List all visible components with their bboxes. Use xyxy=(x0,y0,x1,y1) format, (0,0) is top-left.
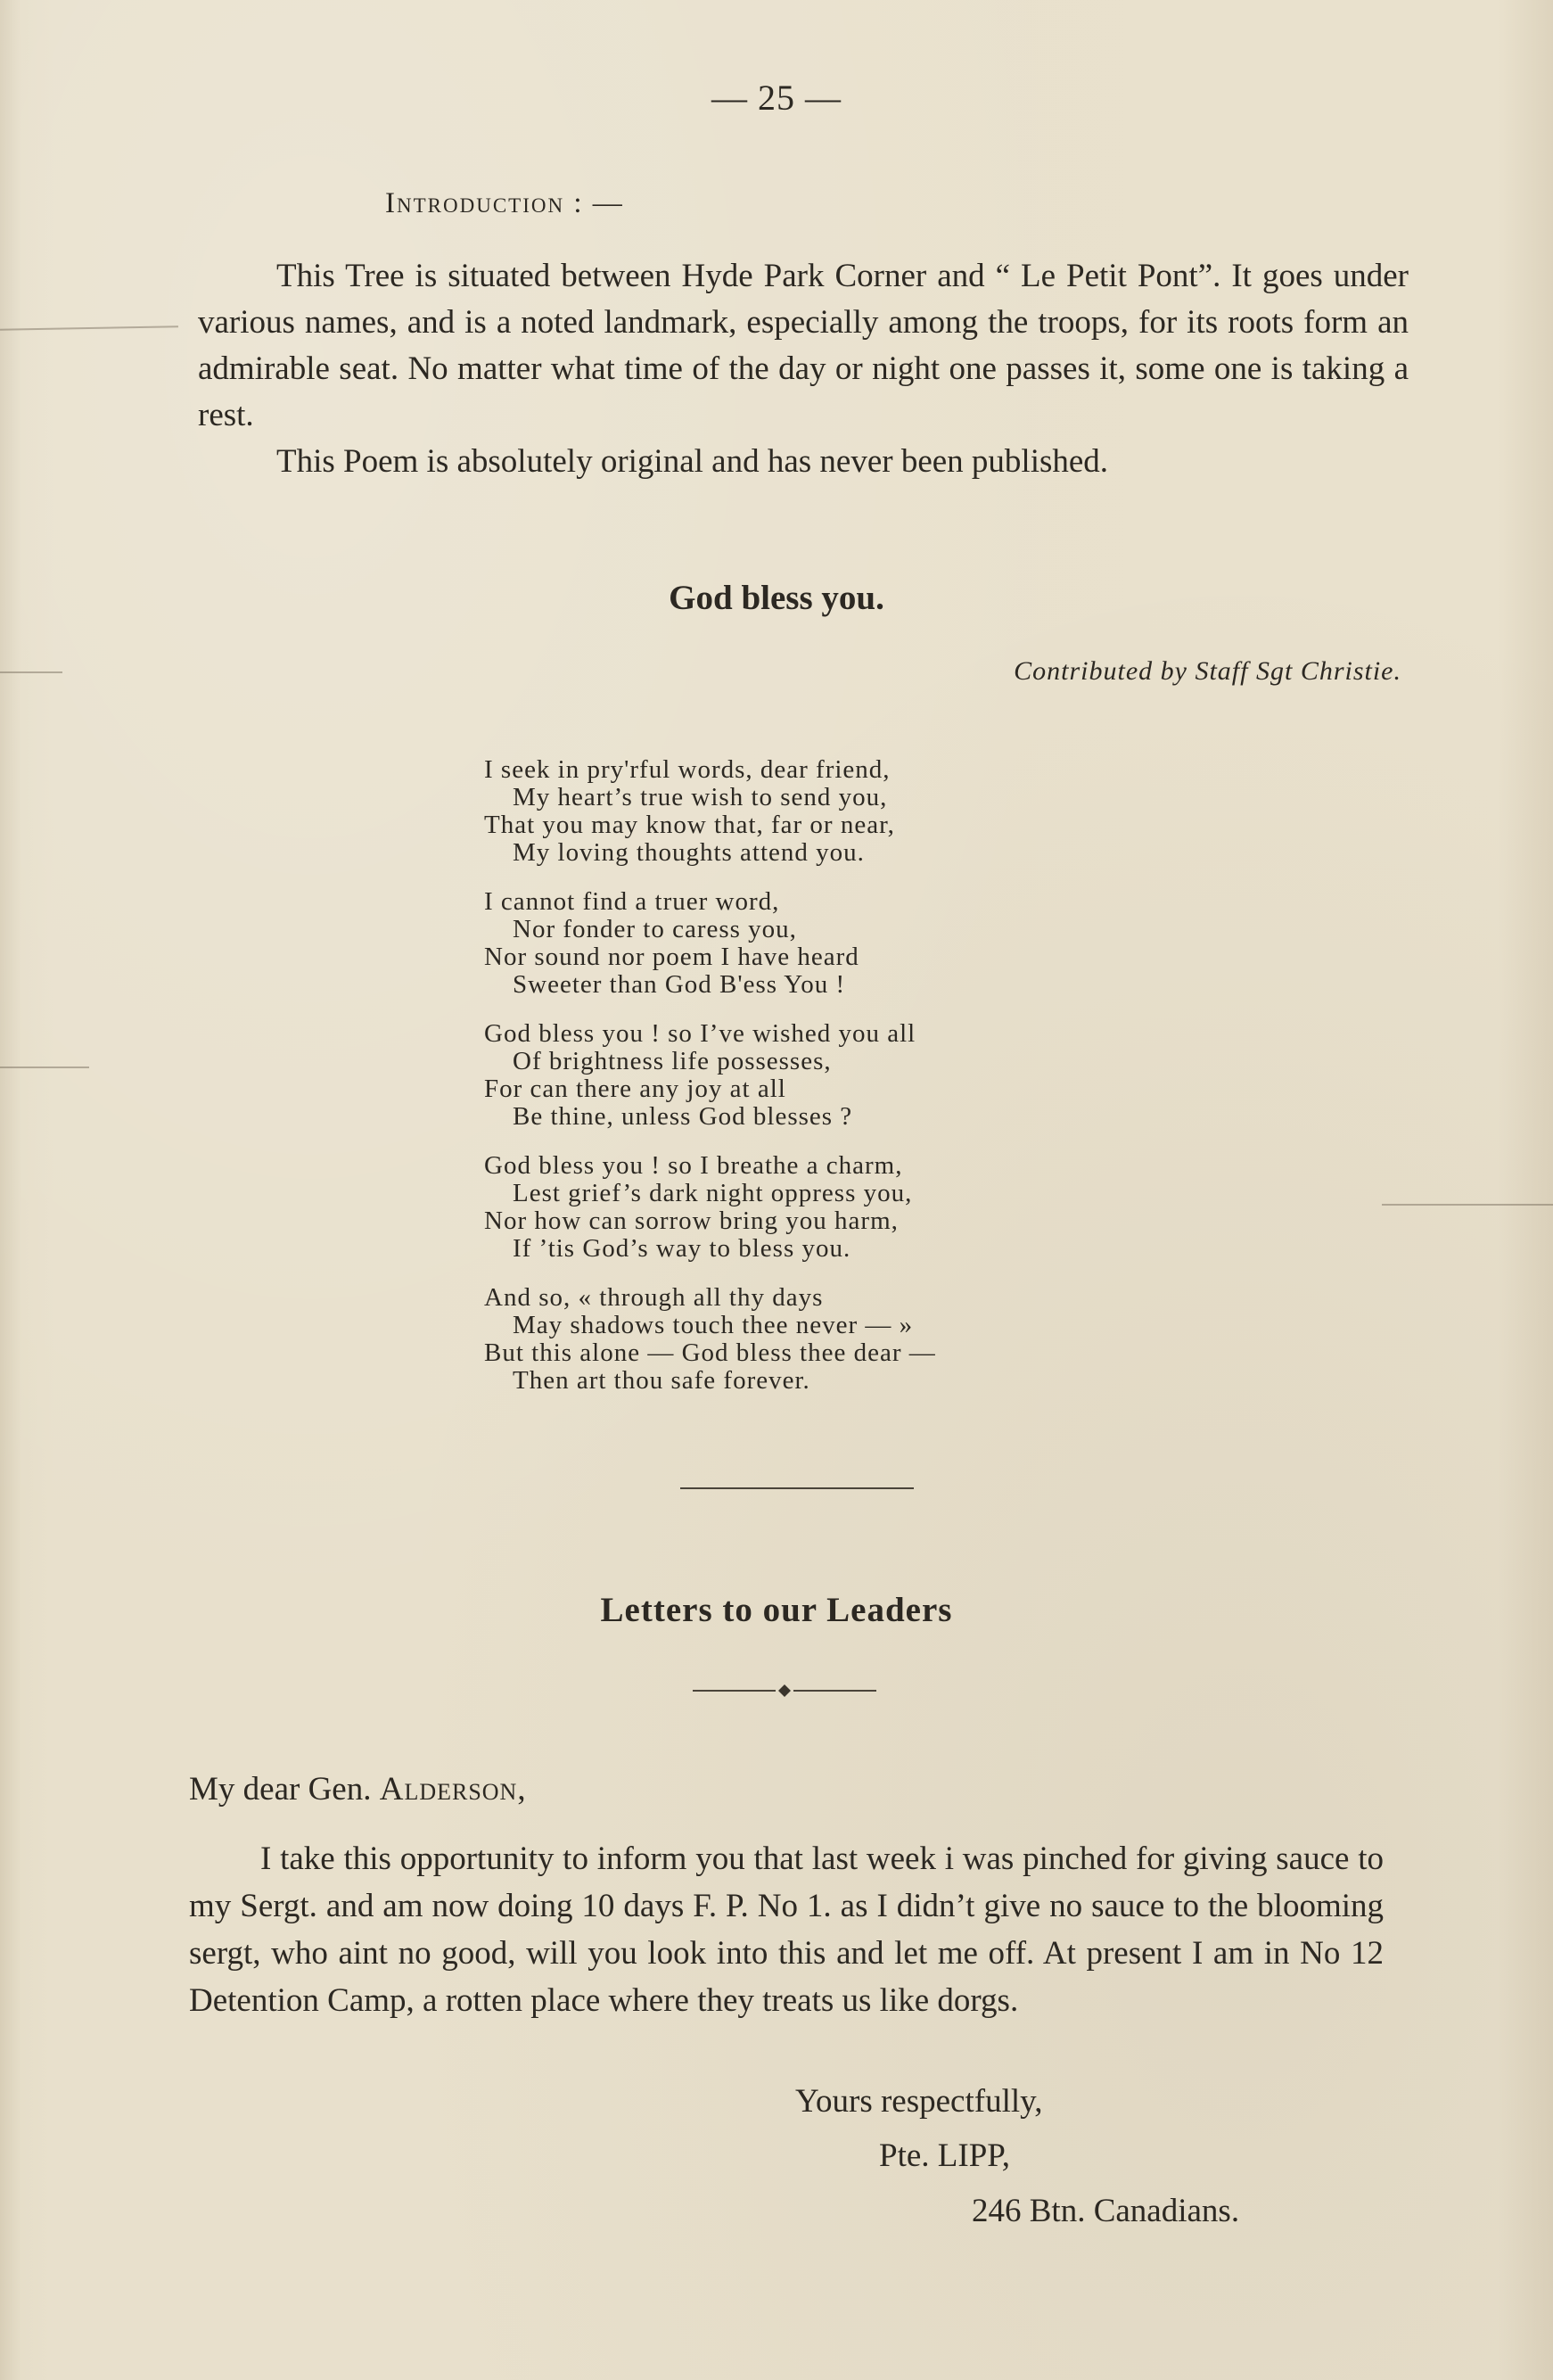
poem-line: That you may know that, far or near, xyxy=(484,811,895,839)
letters-section-title: Letters to our Leaders xyxy=(600,1591,953,1629)
poem-line: Be thine, unless God blesses ? xyxy=(513,1102,853,1131)
poem-line: Nor fonder to caress you, xyxy=(513,915,797,943)
introduction-text xyxy=(198,253,1409,485)
poem-line: Lest grief’s dark night oppress you, xyxy=(513,1179,913,1207)
poem-line: Of brightness life possesses, xyxy=(513,1047,832,1075)
poem-stanza xyxy=(484,888,1162,999)
poem-stanza xyxy=(484,1152,1162,1263)
poem-title: God bless you. xyxy=(669,579,884,617)
poem-stanza xyxy=(484,1020,1162,1131)
ornament-divider-icon xyxy=(693,1682,876,1700)
page-number: — 25 — xyxy=(711,78,842,118)
poem-line: Nor sound nor poem I have heard xyxy=(484,943,859,971)
poem-line: God bless you ! so I breathe a charm, xyxy=(484,1151,903,1180)
paper-fold-mark xyxy=(1382,1204,1553,1206)
poem-line: Then art thou safe forever. xyxy=(513,1366,810,1395)
poem-line: I cannot find a truer word, xyxy=(484,887,780,916)
paper-fold-mark xyxy=(0,1066,89,1068)
salutation-prefix: My dear Gen. xyxy=(189,1771,372,1808)
paper-fold-mark xyxy=(0,671,62,673)
poem-line: And so, « through all thy days xyxy=(484,1283,824,1312)
section-divider xyxy=(680,1487,914,1489)
letter xyxy=(189,1766,1384,2024)
letter-unit: 246 Btn. Canadians. xyxy=(972,2193,1240,2229)
poem-line: If ’tis God’s way to bless you. xyxy=(513,1234,851,1263)
poem-stanza xyxy=(484,1284,1162,1395)
letter-body: I take this opportunity to inform you that last week i was pinched for giving sauce to my Sergt. and am now doing 10 days F. P. No 1. as I didn’t give no sauce to the blooming sergt, who aint no good, will you look into this and let me off. At present I am in No 12 Detention Camp, a rotten place where they treats us like dorgs. xyxy=(189,1841,1384,2019)
poem-line: I seek in pry'rful words, dear friend, xyxy=(484,755,891,784)
poem-credit: Contributed by Staff Sgt Christie. xyxy=(1014,656,1401,686)
paper-fold-mark xyxy=(0,325,178,330)
letter-salutation xyxy=(189,1766,1384,1813)
poem-line: God bless you ! so I’ve wished you all xyxy=(484,1019,916,1048)
introduction-heading: Introduction : — xyxy=(385,187,624,219)
poem-line: Sweeter than God B'ess You ! xyxy=(513,970,846,999)
letter-signature: Pte. LIPP, xyxy=(879,2137,1011,2174)
poem-line: For can there any joy at all xyxy=(484,1075,786,1103)
poem-body xyxy=(484,756,1162,1416)
introduction-paragraph: This Tree is situated between Hyde Park Corner and “ Le Petit Pont”. It goes under various names, and is a noted landmark, especially among the troops, for its roots form an admirable seat. No matter what time of the day or night one passes it, some one is taking a rest. xyxy=(198,258,1409,433)
poem-stanza xyxy=(484,756,1162,867)
introduction-paragraph: This Poem is absolutely original and has never been published. xyxy=(276,443,1109,480)
poem-line: Nor how can sorrow bring you harm, xyxy=(484,1206,899,1235)
letter-closing: Yours respectfully, xyxy=(795,2083,1043,2120)
poem-line: May shadows touch thee never — » xyxy=(513,1311,914,1339)
poem-line: But this alone — God bless thee dear — xyxy=(484,1338,936,1367)
letter-recipient: Alderson, xyxy=(379,1771,527,1808)
poem-line: My heart’s true wish to send you, xyxy=(513,783,888,811)
poem-line: My loving thoughts attend you. xyxy=(513,838,865,867)
